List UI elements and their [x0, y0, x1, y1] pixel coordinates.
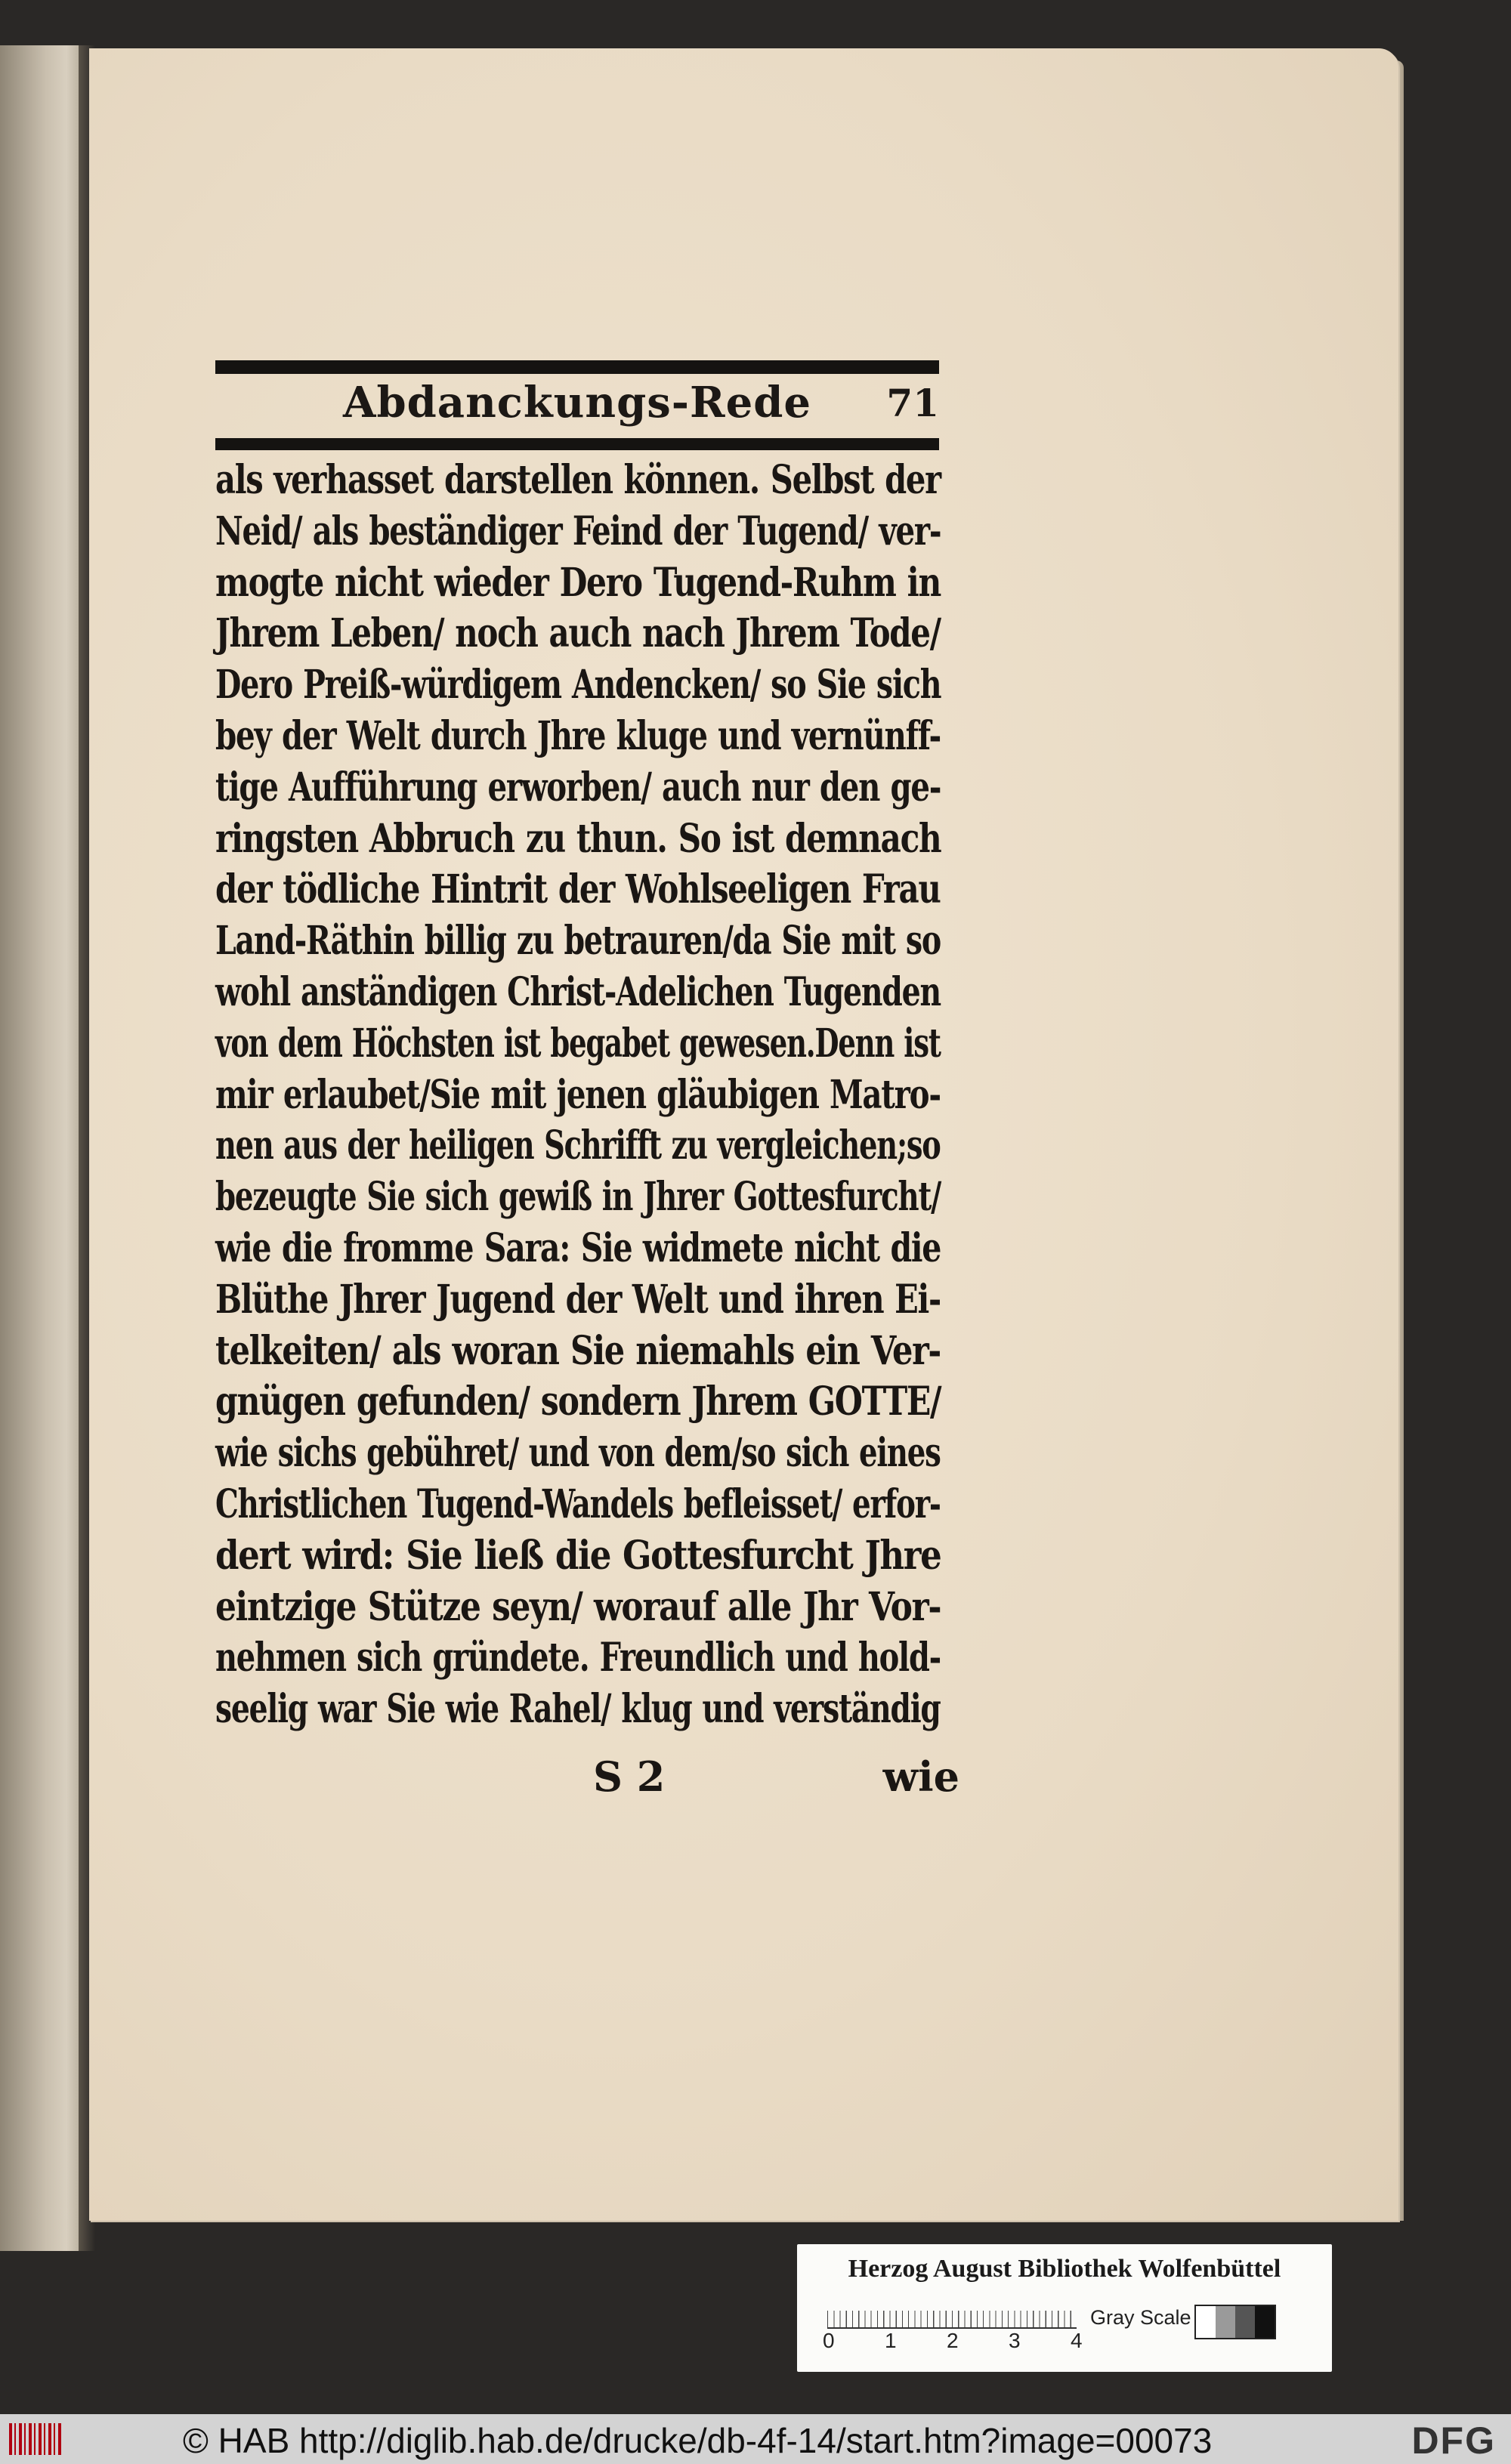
barcode-icon	[9, 2423, 63, 2455]
text-line: von dem Höchsten ist begabet gewesen.Denn ist	[215, 1020, 941, 1067]
running-title: Abdanckungs-Rede	[343, 378, 811, 428]
text-line: Jhrem Leben/ noch auch nach Jhrem Tode/	[215, 610, 941, 657]
ruler-number: 2	[947, 2329, 959, 2352]
header-rule-top	[215, 360, 939, 374]
text-line: seelig war Sie wie Rahel/ klug und verständig	[215, 1686, 941, 1733]
ruler-number: 1	[885, 2329, 897, 2352]
text-line: mir erlaubet/Sie mit jenen gläubigen Matro-	[215, 1071, 941, 1118]
footer-bar	[0, 2414, 1511, 2464]
previous-page-edge	[0, 45, 83, 2251]
text-line: wie die fromme Sara: Sie widmete nicht die	[215, 1224, 941, 1271]
gray-scale-swatch	[1194, 2305, 1276, 2339]
library-label	[797, 2244, 1332, 2372]
text-line: nehmen sich gründete. Freundlich und hold-	[215, 1635, 941, 1681]
page-footer-line	[215, 1752, 959, 1805]
running-head	[215, 378, 939, 431]
ruler-numbers	[823, 2329, 1095, 2359]
text-line: eintzige Stütze seyn/ worauf alle Jhr Vor-	[215, 1583, 941, 1630]
signature-mark: S 2	[593, 1752, 666, 1801]
body-text	[215, 455, 959, 1735]
text-line: telkeiten/ als woran Sie niemahls ein Ver-	[215, 1327, 941, 1374]
text-line: Christlichen Tugend-Wandels befleisset/ erfor-	[215, 1481, 941, 1527]
text-line: bey der Welt durch Jhre kluge und vernünff-	[215, 712, 941, 759]
text-line: wie sichs gebühret/ und von dem/so sich eines	[215, 1430, 941, 1477]
text-line: gnügen gefunden/ sondern Jhrem GOTTE/	[215, 1379, 941, 1425]
text-line: Dero Preiß-würdigem Andencken/ so Sie sich	[215, 662, 941, 709]
page-number: 71	[886, 381, 939, 425]
ruler-number: 4	[1071, 2329, 1083, 2352]
text-line: dert wird: Sie ließ die Gottesfurcht Jhre	[215, 1532, 941, 1579]
ruler-number: 3	[1009, 2329, 1021, 2352]
text-line: tige Aufführung erworben/ auch nur den ge-	[215, 764, 941, 811]
text-line: Neid/ als beständiger Feind der Tugend/ ver-	[215, 508, 941, 554]
text-line: ringsten Abbruch zu thun. So ist demnach	[215, 815, 941, 862]
text-line: bezeugte Sie sich gewiß in Jhrer Gottesfurcht/	[215, 1174, 941, 1221]
header-rule-bottom	[215, 438, 939, 450]
text-line: der tödliche Hintrit der Wohlseeligen Frau	[215, 866, 941, 913]
gray-scale-label: Gray Scale	[1090, 2306, 1191, 2329]
text-line: als verhasset darstellen können. Selbst der	[215, 457, 941, 503]
footer-credit[interactable]: © HAB http://diglib.hab.de/drucke/db-4f-14/start.htm?image=00073	[183, 2421, 1213, 2460]
text-line: Blüthe Jhrer Jugend der Welt und ihren Ei-	[215, 1276, 941, 1323]
scale-ruler	[827, 2302, 1077, 2329]
gray-swatch	[1235, 2306, 1255, 2338]
library-name: Herzog August Bibliothek Wolfenbüttel	[848, 2255, 1281, 2283]
text-line: mogte nicht wieder Dero Tugend-Ruhm in	[215, 559, 941, 606]
gray-swatch	[1196, 2306, 1216, 2338]
text-line: Land-Räthin billig zu betrauren/da Sie mit so	[215, 918, 941, 965]
ruler-number: 0	[823, 2329, 835, 2352]
text-line: nen aus der heiligen Schrifft zu vergleichen;so	[215, 1122, 941, 1169]
gray-swatch	[1216, 2306, 1235, 2338]
gray-swatch	[1255, 2306, 1275, 2338]
text-line: wohl anständigen Christ-Adelichen Tugenden	[215, 968, 941, 1015]
dfg-logo: DFG	[1411, 2419, 1496, 2462]
catchword: wie	[882, 1752, 959, 1801]
